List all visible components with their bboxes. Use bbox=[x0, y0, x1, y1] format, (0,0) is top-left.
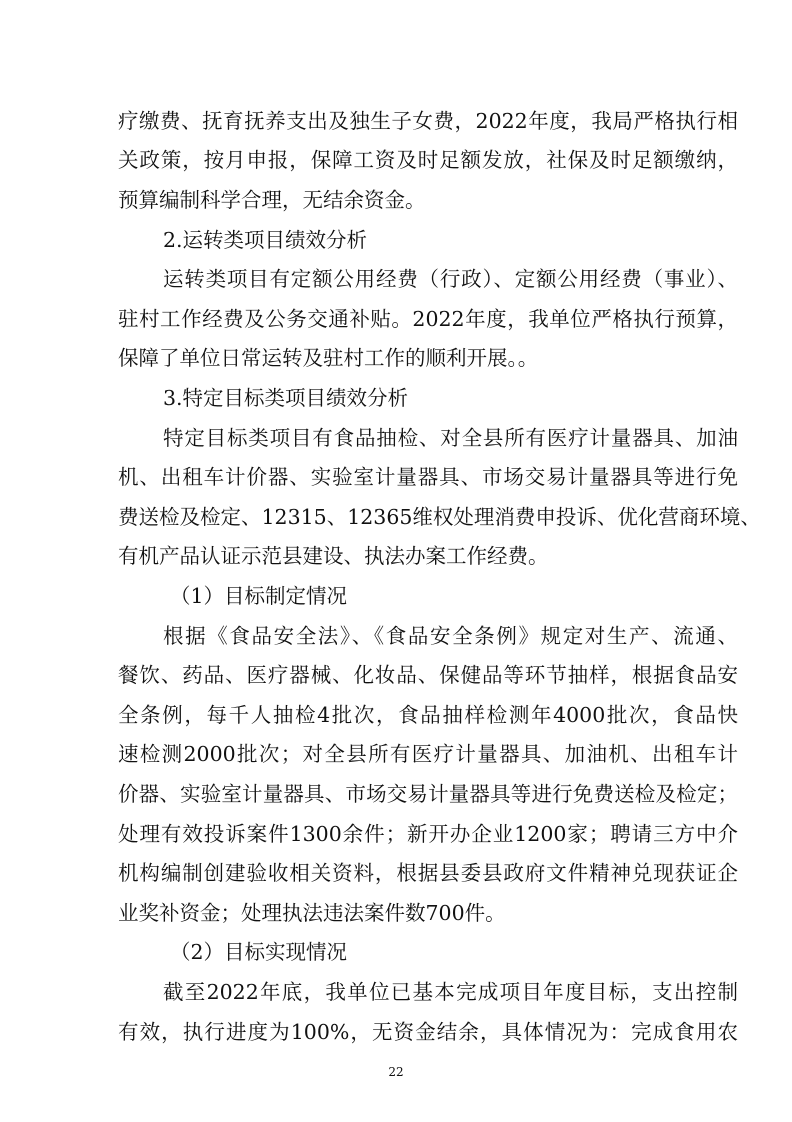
body-text-line: 全条例，每千人抽检4批次，食品抽样检测年4000批次，食品快 bbox=[118, 703, 738, 727]
body-text-line: 预算编制科学合理，无结余资金。 bbox=[118, 188, 426, 212]
body-text-line: 业奖补资金；处理执法违法案件数700件。 bbox=[118, 901, 506, 925]
body-text-line: 费送检及检定、12315、12365维权处理消费申投诉、优化营商环境、 bbox=[118, 505, 761, 529]
body-text-line: 价器、实验室计量器具、市场交易计量器具等进行免费送检及检定； bbox=[118, 782, 738, 806]
body-text-line: 保障了单位日常运转及驻村工作的顺利开展。。 bbox=[118, 346, 539, 370]
section-heading: 3.特定目标类项目绩效分析 bbox=[163, 386, 409, 410]
page-number: 22 bbox=[388, 1065, 404, 1079]
body-text-line: 特定目标类项目有食品抽检、对全县所有医疗计量器具、加油 bbox=[163, 426, 738, 450]
subsection-heading: （2）目标实现情况 bbox=[170, 940, 348, 964]
body-text-line: 机、出租车计价器、实验室计量器具、市场交易计量器具等进行免 bbox=[118, 465, 738, 489]
subsection-heading: （1）目标制定情况 bbox=[170, 584, 348, 608]
body-text-line: 有机产品认证示范县建设、执法办案工作经费。 bbox=[118, 544, 549, 568]
body-text-line: 速检测2000批次；对全县所有医疗计量器具、加油机、出租车计 bbox=[118, 742, 738, 766]
body-text-line: 关政策，按月申报，保障工资及时足额发放，社保及时足额缴纳， bbox=[118, 148, 738, 172]
body-text-line: 驻村工作经费及公务交通补贴。2022年度，我单位严格执行预算， bbox=[118, 307, 738, 331]
body-text-line: 截至2022年底，我单位已基本完成项目年度目标，支出控制 bbox=[163, 980, 738, 1004]
body-text-line: 处理有效投诉案件1300余件；新开办企业1200家；聘请三方中介 bbox=[118, 822, 738, 846]
body-text-line: 机构编制创建验收相关资料，根据县委县政府文件精神兑现获证企 bbox=[118, 861, 738, 885]
body-text-line: 根据《食品安全法》、《食品安全条例》规定对生产、流通、 bbox=[163, 624, 738, 648]
body-text-line: 疗缴费、抚育抚养支出及独生子女费，2022年度，我局严格执行相 bbox=[118, 109, 738, 133]
body-text-line: 有效，执行进度为100%，无资金结余，具体情况为：完成食用农 bbox=[118, 1020, 738, 1044]
body-text-line: 餐饮、药品、医疗器械、化妆品、保健品等环节抽样，根据食品安 bbox=[118, 663, 738, 687]
section-heading: 2.运转类项目绩效分析 bbox=[163, 228, 368, 252]
body-text-line: 运转类项目有定额公用经费（行政）、定额公用经费（事业）、 bbox=[163, 267, 738, 291]
